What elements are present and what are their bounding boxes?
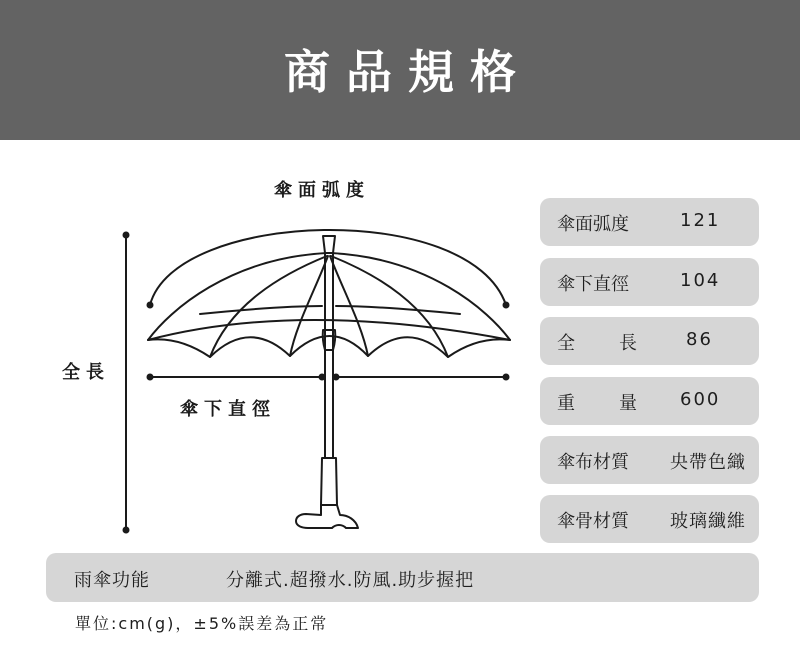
spec-key: 傘骨材質 (557, 511, 629, 532)
spec-row-length (540, 317, 759, 365)
length-label: 全長 (62, 362, 110, 383)
spec-row-diameter (540, 258, 759, 306)
handle-cane-grip (296, 505, 358, 528)
umbrella-shaft (321, 236, 337, 505)
spec-row-canopy-material (540, 436, 759, 484)
page-title: 商品規格 (284, 45, 532, 99)
spec-key: 傘布材質 (557, 452, 629, 473)
arc-dimension-line (150, 230, 506, 305)
spec-key: 傘下直徑 (557, 274, 629, 295)
function-value: 分離式.超撥水.防風.助步握把 (226, 570, 475, 591)
function-row (46, 553, 759, 602)
header-banner (0, 0, 800, 140)
umbrella-canopy (148, 253, 510, 357)
spec-key: 傘面弧度 (557, 214, 629, 235)
spec-value: 104 (680, 270, 721, 291)
umbrella-diagram (0, 140, 540, 550)
spec-value: 86 (686, 329, 713, 350)
arc-label: 傘面弧度 (274, 180, 370, 201)
diameter-label: 傘下直徑 (180, 399, 276, 420)
spec-row-weight (540, 377, 759, 425)
spec-row-arc (540, 198, 759, 246)
spec-value: 600 (680, 389, 721, 410)
spec-value: 121 (680, 210, 721, 231)
umbrella-illustration (0, 140, 540, 550)
spec-key: 全長 (557, 333, 681, 354)
function-key: 雨傘功能 (74, 570, 150, 591)
spec-value: 玻璃纖維 (670, 511, 746, 532)
spec-value: 央帶色織 (670, 452, 746, 473)
unit-note: 單位:cm(g)，±5%誤差為正常 (75, 614, 329, 633)
spec-key: 重量 (557, 393, 681, 414)
spec-row-rib-material (540, 495, 759, 543)
